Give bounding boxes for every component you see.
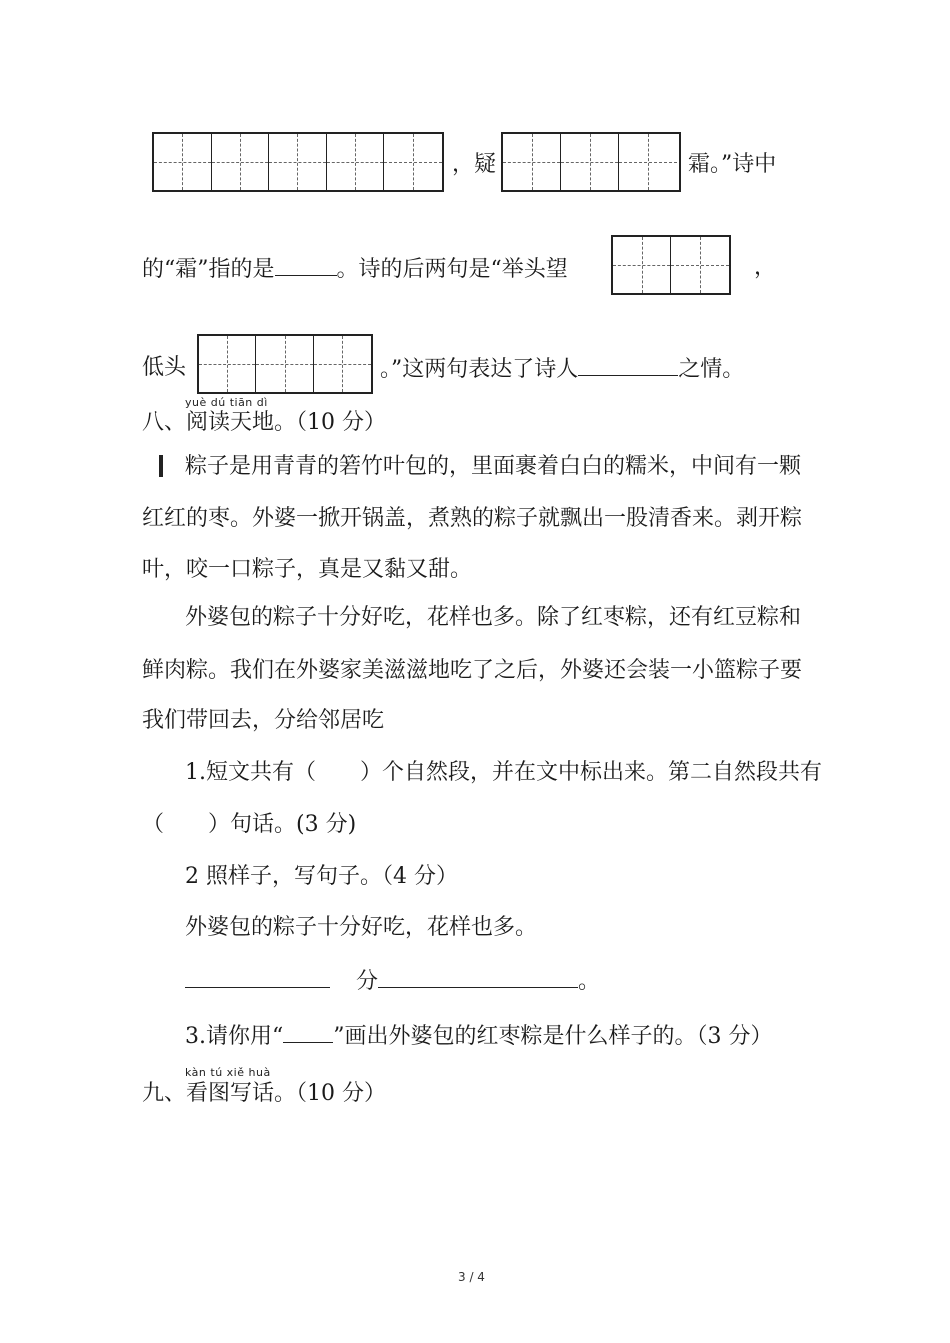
poem-text-segment: 的“霜”指的是 [142,257,275,282]
grid-cell[interactable] [154,134,212,190]
grid-cell[interactable] [199,336,256,392]
answer-blank[interactable] [185,965,330,988]
paragraph-line: 叶，咬一口粽子，真是又黏又甜。 [142,557,473,582]
poem-text: ，疑 [452,152,497,177]
answer-line [185,965,600,997]
grid-cell[interactable] [561,134,619,190]
pinyin-annotation: yuè dú tiān dì [185,396,268,409]
page-number: 3 / 4 [458,1270,485,1284]
poem-text-segment: 。诗的后两句是“举头望 [336,257,568,282]
poem-text-segment: 。”这两句表达了诗人 [380,357,579,382]
grid-cell[interactable] [619,134,677,190]
paragraph-line: 红红的枣。外婆一掀开锅盖，煮熟的粽子就飘出一股清香来。剥开粽 [142,506,803,531]
section-title: 八、阅读天地。（10 分） [142,410,386,435]
question-line: 2 照样子，写句子。（4 分） [185,864,458,889]
grid-cell[interactable] [256,336,313,392]
question-line: （ ）句话。(3 分) [142,812,357,837]
grid-cell[interactable] [384,134,442,190]
paragraph-mark [159,455,163,477]
grid-cell[interactable] [613,237,671,293]
answer-blank[interactable] [275,253,337,276]
answer-blank[interactable] [578,353,678,376]
paragraph-line: 外婆包的粽子十分好吃，花样也多。除了红枣粽，还有红豆粽和 [185,605,802,630]
poem-text: 霜。”诗中 [688,152,777,177]
writing-grid-d[interactable] [197,334,373,394]
writing-grid-a[interactable] [152,132,444,192]
paragraph-line: 粽子是用青青的箬竹叶包的，里面裹着白白的糯米，中间有一颗 [185,454,802,479]
grid-cell[interactable] [671,237,729,293]
paragraph-line: 鲜肉粽。我们在外婆家美滋滋地吃了之后，外婆还会装一小篮粽子要 [142,658,803,683]
question-line: 1.短文共有（ ）个自然段，并在文中标出来。第二自然段共有 [185,760,822,785]
poem-text [380,353,744,385]
grid-cell[interactable] [503,134,561,190]
grid-cell[interactable] [314,336,371,392]
poem-text-segment: 之情。 [678,357,745,382]
section-title: 九、看图写话。（10 分） [142,1081,386,1106]
question-line [185,1020,773,1052]
answer-word: 分 [356,969,379,994]
question-text: 3.请你用“ [185,1024,284,1049]
writing-grid-c[interactable] [611,235,731,295]
question-text: ”画出外婆包的红枣粽是什么样子的。（3 分） [333,1024,773,1049]
answer-blank[interactable] [378,965,578,988]
poem-text [142,253,568,285]
underline-sample [283,1020,333,1043]
poem-text: ， [754,255,777,280]
writing-grid-b[interactable] [501,132,681,192]
paragraph-line: 我们带回去，分给邻居吃 [142,708,385,733]
pinyin-annotation: kàn tú xiě huà [185,1066,271,1079]
grid-cell[interactable] [269,134,327,190]
grid-cell[interactable] [212,134,270,190]
poem-text: 低头 [142,355,187,380]
grid-cell[interactable] [327,134,385,190]
example-sentence: 外婆包的粽子十分好吃，花样也多。 [185,915,538,940]
answer-end: 。 [578,969,601,994]
